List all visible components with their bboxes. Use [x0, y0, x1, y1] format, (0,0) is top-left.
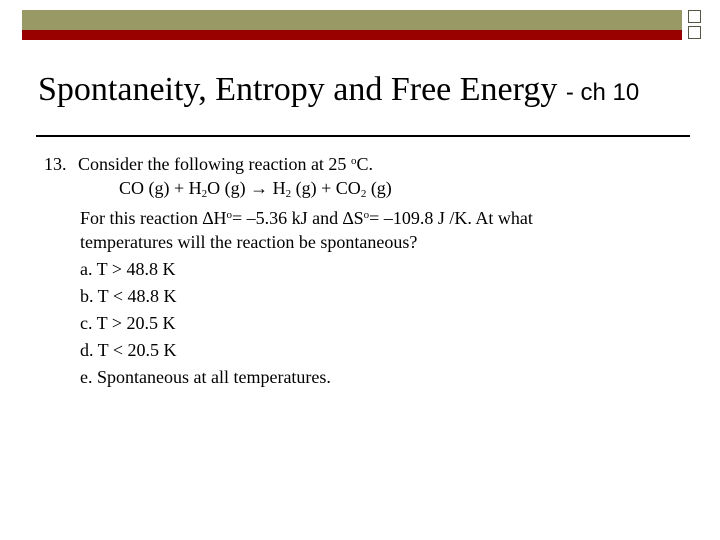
eq-part-arrow: O (g) → H	[207, 178, 286, 198]
option-e: e. Spontaneous at all temperatures.	[80, 367, 331, 387]
header-decoration	[0, 0, 720, 50]
reaction-equation	[44, 175, 684, 202]
eq-sub-co2: 2	[360, 188, 367, 200]
given-part-dh: For this reaction ∆H	[80, 208, 227, 228]
eq-part-co2: (g) + CO	[291, 178, 361, 198]
question-block	[44, 148, 684, 391]
given-values-cont: temperatures will the reaction be spontaneous?	[80, 232, 418, 252]
given-part-end: = –109.8 J /K. At what	[369, 208, 533, 228]
eq-sub-h2o: 2	[201, 188, 208, 200]
degree-symbol: o	[350, 155, 357, 167]
slide-title-main: Spontaneity, Entropy and Free Energy	[38, 71, 558, 108]
question-prompt	[44, 148, 684, 175]
option-c: c. T > 20.5 K	[80, 313, 176, 333]
title-rule	[36, 135, 690, 137]
option-a: a. T > 48.8 K	[80, 259, 176, 279]
degree-symbol-dh: o	[226, 209, 232, 221]
prompt-text-start: Consider the following reaction at 25	[78, 154, 351, 174]
option-b: b. T < 48.8 K	[80, 286, 177, 306]
header-square-bottom	[688, 26, 701, 39]
option-d: d. T < 20.5 K	[80, 340, 177, 360]
eq-sub-h2: 2	[285, 188, 292, 200]
eq-part-end: (g)	[366, 178, 392, 198]
header-bar-olive	[22, 10, 682, 30]
slide-title-chapter: - ch 10	[565, 79, 640, 106]
given-values	[44, 202, 684, 229]
slide-title	[38, 66, 698, 114]
degree-symbol-ds: o	[363, 209, 370, 221]
question-number: 13.	[44, 154, 67, 174]
header-bar-red	[22, 30, 682, 40]
given-part-ds: = –5.36 kJ and ∆S	[232, 208, 364, 228]
eq-part-co: CO (g) + H	[119, 178, 202, 198]
prompt-text-end: C.	[356, 154, 373, 174]
header-square-top	[688, 10, 701, 23]
